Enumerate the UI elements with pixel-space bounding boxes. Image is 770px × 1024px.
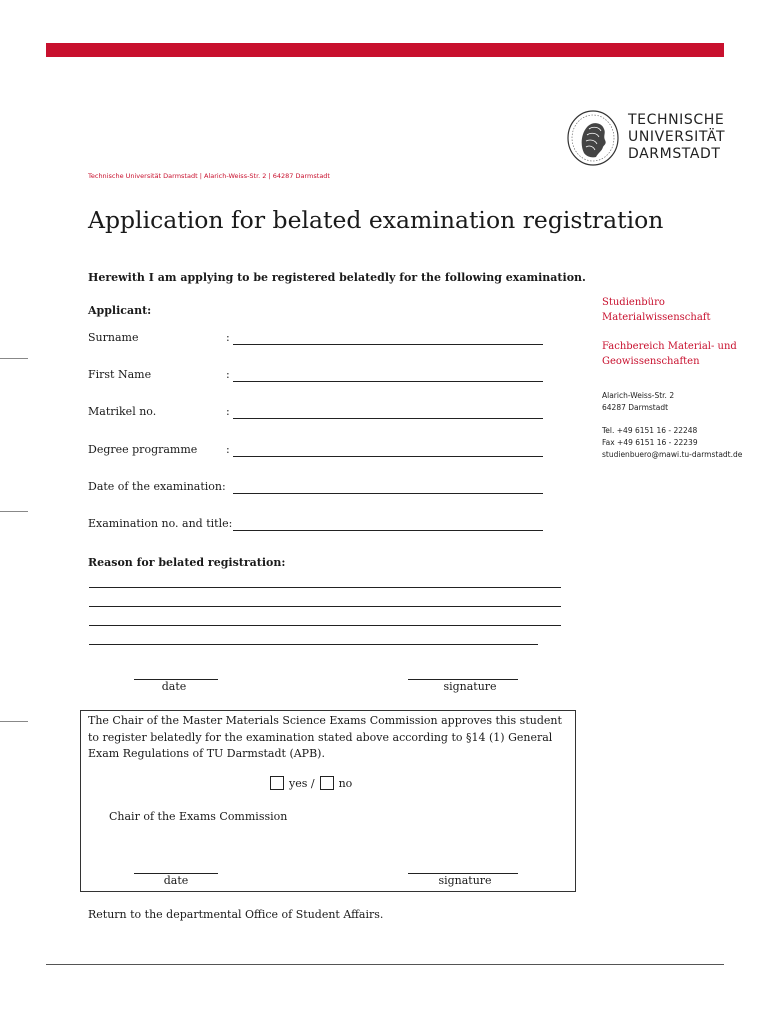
field-colon: : xyxy=(226,331,230,344)
surname-field[interactable] xyxy=(233,344,543,345)
chair-label: Chair of the Exams Commission xyxy=(109,810,288,823)
exam-date-label: Date of the examination: xyxy=(88,480,226,493)
matrikel-field[interactable] xyxy=(233,418,543,419)
fold-mark xyxy=(0,358,28,359)
street: Alarich-Weiss-Str. 2 xyxy=(602,391,675,400)
first-name-field[interactable] xyxy=(233,381,543,382)
university-wordmark xyxy=(628,112,725,163)
office-name-line: Materialwissenschaft xyxy=(602,312,711,323)
reason-line[interactable] xyxy=(89,587,561,588)
first-name-label: First Name xyxy=(88,368,152,381)
sender-address-line: Technische Universität Darmstadt | Alarich-Weiss-Str. 2 | 64287 Darmstadt xyxy=(88,172,330,180)
reason-heading: Reason for belated registration: xyxy=(88,556,286,569)
office-name xyxy=(602,295,711,325)
contact-details xyxy=(602,425,742,461)
approval-signature-caption: signature xyxy=(438,874,492,887)
fax: Fax +49 6151 16 - 22239 xyxy=(602,438,698,447)
exam-number-title-field[interactable] xyxy=(233,530,543,531)
bottom-rule xyxy=(46,964,724,965)
return-note: Return to the departmental Office of Student Affairs. xyxy=(88,908,384,921)
surname-label: Surname xyxy=(88,331,139,344)
fold-mark xyxy=(0,721,28,722)
field-colon: : xyxy=(226,368,230,381)
city: 64287 Darmstadt xyxy=(602,403,669,412)
wordmark-line: UNIVERSITÄT xyxy=(628,129,726,145)
exam-number-title-label: Examination no. and title: xyxy=(88,517,233,530)
approval-statement: The Chair of the Master Materials Science Exams Commission approves this student to register belatedly for the examination stated above according to §14 (1) General Exam Regulations of TU Darmstadt (APB). xyxy=(88,714,562,760)
date-caption: date xyxy=(161,680,187,693)
department-name-line: Fachbereich Material- und xyxy=(602,341,737,352)
reason-line[interactable] xyxy=(89,625,561,626)
approval-date-caption: date xyxy=(163,874,189,887)
degree-programme-label: Degree programme xyxy=(88,443,198,456)
applicant-heading: Applicant: xyxy=(88,304,152,317)
wordmark-line: DARMSTADT xyxy=(628,146,721,162)
matrikel-label: Matrikel no. xyxy=(88,405,157,418)
yes-checkbox[interactable] xyxy=(270,776,284,790)
page-title: Application for belated examination registration xyxy=(88,206,664,234)
university-seal-logo xyxy=(566,109,620,167)
telephone: Tel. +49 6151 16 - 22248 xyxy=(602,426,698,435)
field-colon: : xyxy=(226,443,230,456)
exam-date-field[interactable] xyxy=(233,493,543,494)
department-name-line: Geowissenschaften xyxy=(602,356,700,367)
email-link[interactable]: studienbuero@mawi.tu-darmstadt.de xyxy=(602,450,743,459)
field-colon: : xyxy=(226,405,230,418)
no-checkbox[interactable] xyxy=(320,776,334,790)
reason-line[interactable] xyxy=(89,606,561,607)
degree-programme-field[interactable] xyxy=(233,456,543,457)
office-name-line: Studienbüro xyxy=(602,297,665,308)
department-name xyxy=(602,339,737,369)
approval-choice xyxy=(270,776,352,790)
intro-statement: Herewith I am applying to be registered belatedly for the following examination. xyxy=(88,271,586,284)
wordmark-line: TECHNISCHE xyxy=(628,112,725,128)
yes-label: yes / xyxy=(289,776,315,790)
no-label: no xyxy=(338,776,353,790)
top-accent-bar xyxy=(46,43,724,57)
reason-line[interactable] xyxy=(89,644,538,645)
signature-caption: signature xyxy=(443,680,497,693)
punch-mark xyxy=(0,511,28,512)
postal-address xyxy=(602,390,674,414)
